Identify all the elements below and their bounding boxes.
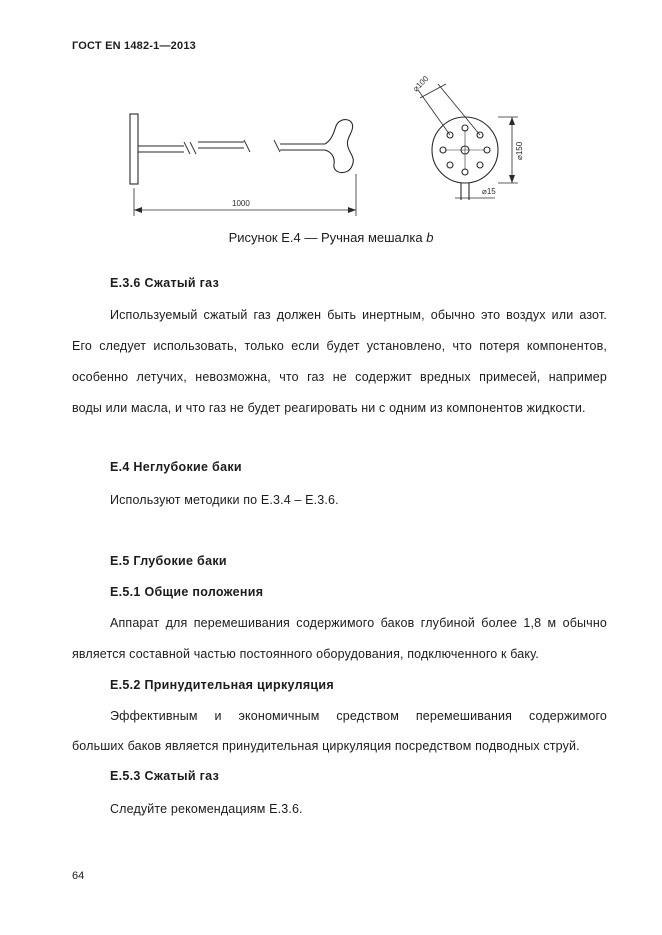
section-e51-line1: Аппарат для перемешивания содержимого баков глубиной более 1,8 м обычно [110, 616, 607, 630]
section-e36-line2: Его следует использовать, только если будет установлено, что потеря компонентов, [72, 339, 607, 353]
figure-caption [0, 230, 662, 245]
section-e36-title: Е.3.6 Сжатый газ [110, 276, 220, 290]
section-e36-line1: Используемый сжатый газ должен быть инертным, обычно это воздух или азот. [110, 308, 607, 322]
hand-stirrer-drawing [120, 70, 540, 220]
section-e51-title: Е.5.1 Общие положения [110, 585, 264, 599]
section-e4-text: Используют методики по Е.3.4 – Е.3.6. [110, 493, 339, 507]
section-e36-line3: особенно летучих, невозможна, что газ не содержит вредных примесей, например [72, 370, 607, 384]
section-e53-title: Е.5.3 Сжатый газ [110, 769, 220, 783]
disk-side-view [130, 114, 138, 184]
section-e5-title: Е.5 Глубокие баки [110, 554, 227, 568]
dim-length-label: 1000 [232, 199, 250, 208]
figure-caption-letter: b [426, 230, 434, 245]
document-header: ГОСТ EN 1482-1—2013 [72, 40, 196, 52]
section-e53-text: Следуйте рекомендациям Е.3.6. [110, 802, 303, 816]
section-e52-line1: Эффективным и экономичным средством перемешивания содержимого [110, 709, 607, 723]
section-e52-line2: больших баков является принудительная циркуляция посредством подводных струй. [72, 739, 580, 753]
section-e4-title: Е.4 Неглубокие баки [110, 460, 242, 474]
handle-loop [325, 120, 353, 173]
dim-rod-diameter-label: ⌀15 [482, 187, 496, 196]
section-e52-title: Е.5.2 Принудительная циркуляция [110, 678, 334, 692]
page-number: 64 [72, 870, 85, 882]
figure-caption-text: Рисунок Е.4 — Ручная мешалка [228, 230, 427, 245]
section-e51-line2: является составной частью постоянного оборудования, подключенного к баку. [72, 647, 539, 661]
section-e36-line4: воды или масла, и что газ не будет реагировать ни с одним из компонентов жидкости. [72, 401, 586, 415]
dim-disk-diameter-label: ⌀150 [515, 141, 524, 160]
dim-outer-diameter-label: ⌀100 [411, 74, 431, 94]
